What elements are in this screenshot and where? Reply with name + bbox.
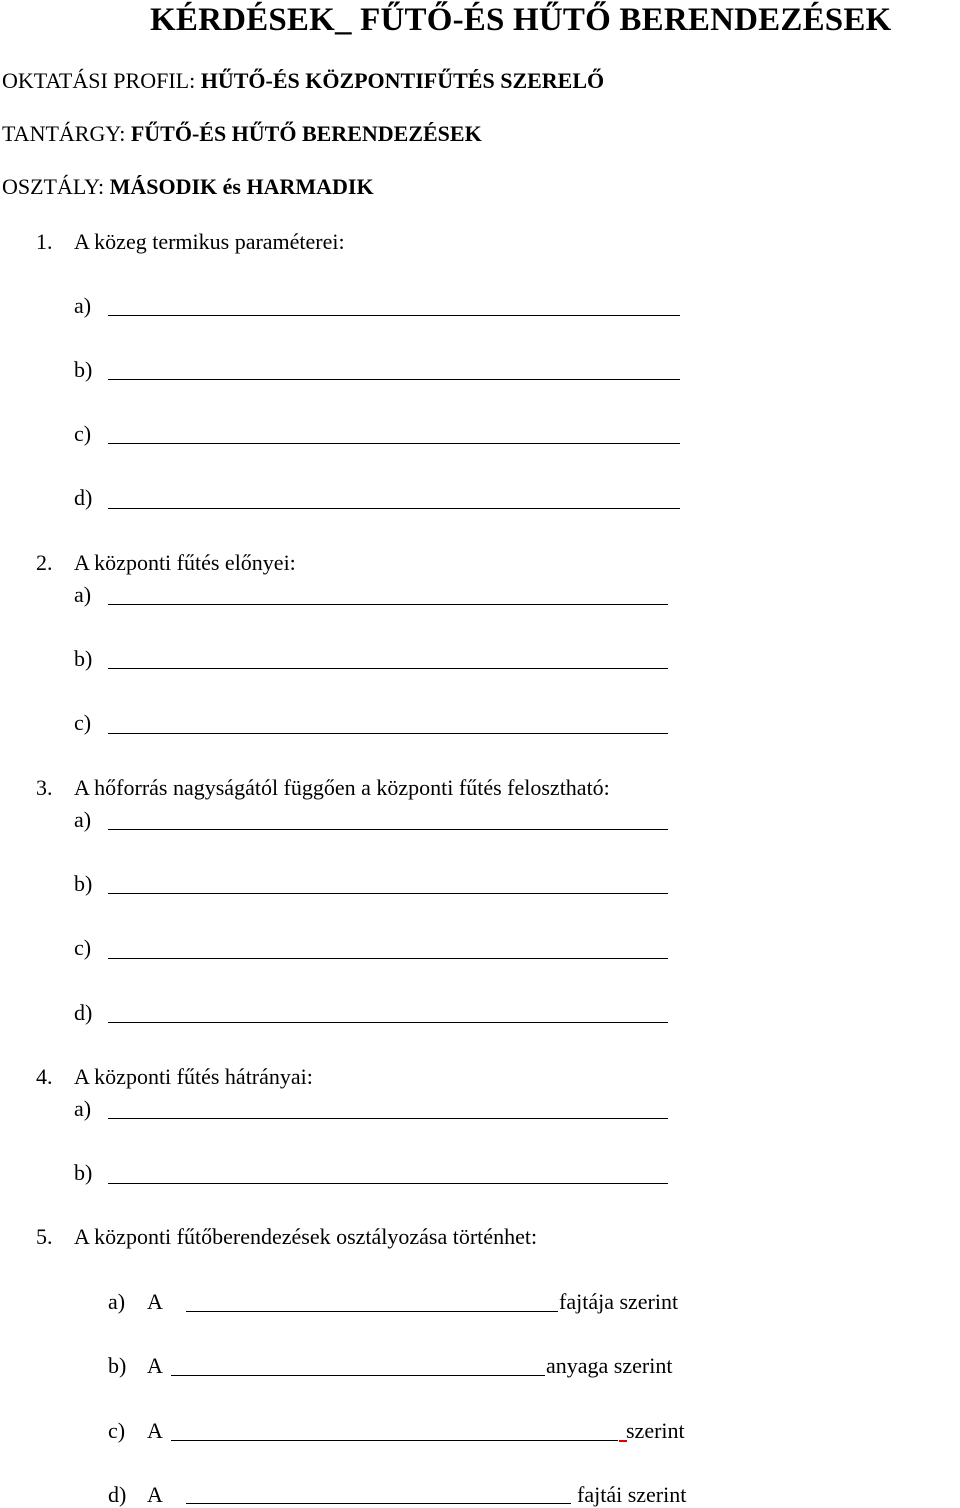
answer-label: a) [74, 807, 92, 832]
class-line [2, 174, 374, 200]
answer-label: c) [108, 1418, 126, 1443]
page-title: KÉRDÉSEK_ FŰTŐ-ÉS HŰTŐ BERENDEZÉSEK [150, 2, 892, 38]
answer-label: a) [108, 1289, 126, 1314]
answer-label: b) [108, 1353, 127, 1378]
answer-blank[interactable] [108, 379, 680, 380]
answer-prefix: A [147, 1418, 163, 1443]
answer-blank[interactable] [171, 1375, 545, 1376]
answer-label: b) [74, 1160, 93, 1185]
answer-label: b) [74, 646, 93, 671]
answer-label: b) [74, 871, 93, 896]
answer-blank[interactable] [108, 1183, 668, 1184]
question-text: A közeg termikus paraméterei: [74, 229, 345, 254]
answer-label: a) [74, 582, 92, 607]
question-number: 3. [36, 775, 53, 800]
answer-label: b) [74, 357, 93, 382]
answer-blank[interactable] [186, 1311, 558, 1312]
question-number: 4. [36, 1064, 53, 1089]
question-number: 1. [36, 229, 53, 254]
answer-label: d) [74, 1000, 93, 1025]
subject-line [2, 121, 482, 147]
answer-suffix: szerint [626, 1418, 685, 1443]
answer-label: c) [74, 710, 92, 735]
answer-blank[interactable] [108, 733, 668, 734]
answer-blank[interactable] [108, 668, 668, 669]
answer-blank[interactable] [108, 1118, 668, 1119]
profile-value: HŰTŐ-ÉS KÖZPONTIFŰTÉS SZERELŐ [200, 68, 605, 93]
answer-blank[interactable] [171, 1440, 618, 1441]
answer-prefix: A [147, 1482, 163, 1507]
answer-suffix: fajtája szerint [559, 1289, 679, 1314]
question-text: A központi fűtés előnyei: [74, 550, 296, 575]
answer-suffix: fajtái szerint [577, 1482, 687, 1507]
answer-blank[interactable] [108, 508, 680, 509]
question-text: A hőforrás nagyságától függően a központi fűtés felosztható: [74, 775, 610, 800]
question-text: A központi fűtés hátrányai: [74, 1064, 313, 1089]
answer-blank[interactable] [108, 604, 668, 605]
answer-blank[interactable] [108, 829, 668, 830]
question-number: 2. [36, 550, 53, 575]
subject-value: FŰTŐ-ÉS HŰTŐ BERENDEZÉSEK [130, 121, 482, 146]
answer-label: d) [74, 485, 93, 510]
answer-blank[interactable] [108, 958, 668, 959]
answer-label: c) [74, 421, 92, 446]
answer-label: a) [74, 1096, 92, 1121]
answer-blank[interactable] [108, 1022, 668, 1023]
answer-label: c) [74, 935, 92, 960]
profile-label: OKTATÁSI PROFIL: [2, 68, 201, 93]
answer-suffix: anyaga szerint [546, 1353, 673, 1378]
class-label: OSZTÁLY: [2, 174, 110, 199]
answer-prefix: A [147, 1353, 163, 1378]
class-value: MÁSODIK és HARMADIK [109, 174, 374, 199]
answer-blank[interactable] [108, 893, 668, 894]
answer-label: d) [108, 1482, 127, 1507]
profile-line [2, 68, 604, 94]
answer-label: a) [74, 293, 92, 318]
answer-blank[interactable] [108, 443, 680, 444]
answer-blank[interactable] [186, 1503, 571, 1504]
question-number: 5. [36, 1224, 53, 1249]
answer-blank[interactable] [108, 315, 680, 316]
answer-prefix: A [147, 1289, 163, 1314]
subject-label: TANTÁRGY: [2, 121, 131, 146]
question-text: A központi fűtőberendezések osztályozása történhet: [74, 1224, 538, 1249]
